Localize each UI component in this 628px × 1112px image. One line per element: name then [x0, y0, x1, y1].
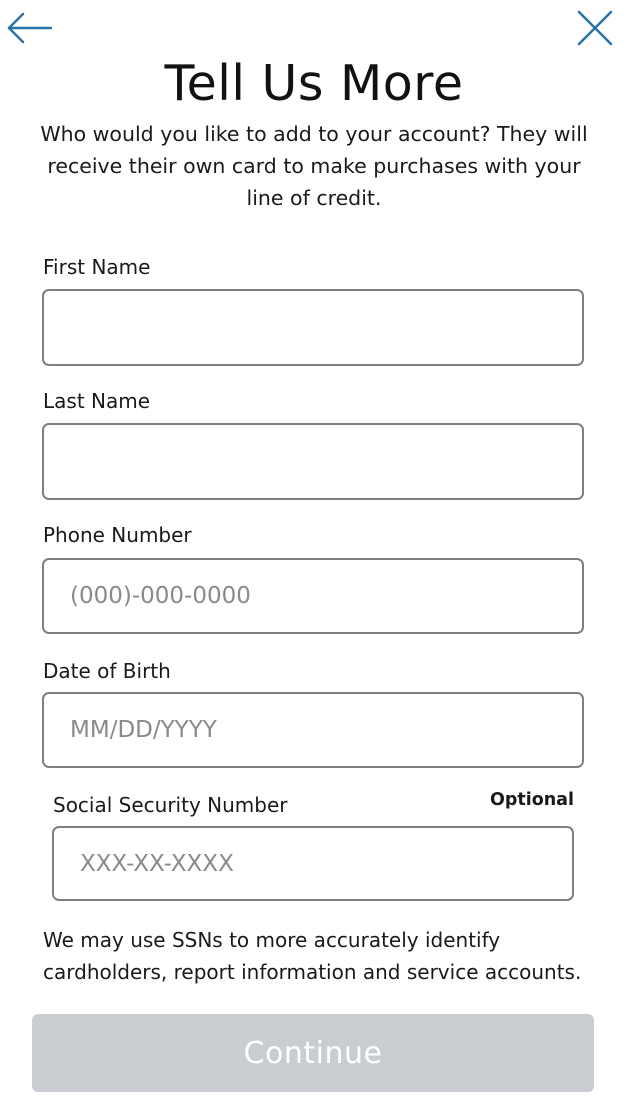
phone-number-label: Phone Number: [43, 523, 192, 547]
last-name-label: Last Name: [43, 389, 151, 413]
arrow-left-icon: [6, 12, 52, 44]
ssn-disclosure-text: We may use SSNs to more accurately identify cardholders, report information and service accounts.: [43, 928, 582, 984]
date-of-birth-field[interactable]: [42, 692, 584, 768]
close-icon: [576, 9, 614, 47]
first-name-label: First Name: [43, 255, 151, 279]
ssn-field[interactable]: [52, 826, 574, 901]
back-button[interactable]: [4, 6, 54, 50]
phone-number-field[interactable]: [42, 558, 584, 634]
page-subtitle: Who would you like to add to your account? They will receive their own card to make purchases with your line of credit.: [40, 122, 588, 210]
close-button[interactable]: [570, 6, 620, 50]
optional-badge: Optional: [489, 790, 574, 810]
ssn-label: Social Security Number: [53, 793, 288, 817]
page-title: Tell Us More: [164, 55, 464, 112]
continue-button[interactable]: Continue: [32, 1014, 594, 1092]
date-of-birth-label: Date of Birth: [43, 659, 171, 683]
first-name-field[interactable]: [42, 289, 584, 366]
last-name-field[interactable]: [42, 423, 584, 500]
